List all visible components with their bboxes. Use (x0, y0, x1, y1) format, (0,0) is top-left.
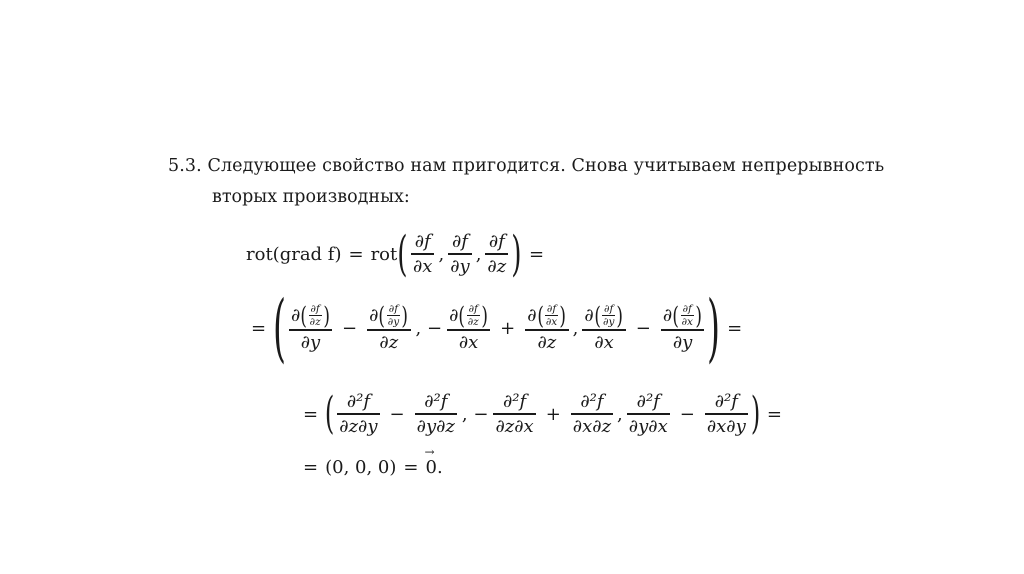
eq3-term-1 (337, 391, 379, 436)
eq2-term-2 (367, 303, 410, 352)
nested-num: ∂f (310, 303, 320, 316)
eq3-term-6 (705, 391, 748, 436)
eq3-sign-3: , − (461, 403, 489, 425)
frac-num: ∂f (451, 231, 468, 253)
frac-num: ∂²f (346, 391, 370, 413)
frac-num (582, 303, 625, 329)
eq2-term-1 (289, 303, 332, 352)
nested-num: ∂f (604, 303, 614, 316)
equation-line-3 (296, 386, 789, 442)
frac-num: ∂²f (714, 391, 738, 413)
inner-left-paren: ( (536, 301, 544, 330)
inner-left-paren: ( (594, 301, 601, 330)
inner-right-paren: ) (695, 301, 702, 330)
eq3-term-3 (493, 391, 535, 436)
inner-right-paren: ) (323, 301, 330, 330)
nested-frac (545, 303, 558, 328)
frac-den: ∂x (594, 331, 614, 353)
frac-den: ∂y∂z (416, 415, 455, 437)
nested-frac (387, 303, 400, 328)
frac-num (289, 303, 332, 329)
frac-num (661, 303, 704, 329)
intro-line-1: 5.3. Следующее свойство нам пригодится. Снова учитываем непрерывность (168, 156, 885, 176)
eq1-frac-x (411, 231, 434, 276)
eq2-term-4 (525, 303, 568, 352)
frac-num (525, 303, 568, 329)
inner-right-paren: ) (481, 301, 488, 330)
eq3-left-paren: ( (324, 388, 335, 439)
nested-num: ∂f (682, 303, 692, 316)
frac-den: ∂x∂z (572, 415, 612, 437)
frac-num: ∂f (488, 231, 505, 253)
eq3-lead-equals: = (303, 403, 319, 425)
eq2-sign-4: + (500, 317, 516, 339)
eq3-sign-4: + (545, 403, 561, 425)
frac-den: ∂x (458, 331, 479, 353)
eq3-term-4 (571, 391, 613, 436)
comma: , (475, 243, 482, 265)
inner-right-paren: ) (559, 301, 567, 330)
eq1-tail-equals: = (528, 243, 545, 265)
eq2-sign-6: − (635, 317, 651, 339)
frac-num: ∂²f (580, 391, 604, 413)
eq3-sign-5: , (617, 403, 623, 425)
eq4-lead-equals: = (303, 456, 319, 478)
eq1-frac-y (448, 231, 471, 276)
frac-den: ∂y (672, 331, 693, 353)
nested-frac (309, 303, 322, 328)
frac-num: ∂f (414, 231, 431, 253)
nested-den: ∂x (681, 316, 693, 329)
partial-symbol: ∂ (584, 305, 594, 327)
eq2-sign-3: , − (415, 317, 443, 339)
eq1-equals: = (348, 243, 364, 265)
partial-symbol: ∂ (527, 305, 537, 327)
eq3-sign-2: − (389, 403, 405, 425)
eq4-equals: = (403, 456, 419, 478)
zero-vector: 0 → (425, 457, 436, 478)
equation-line-4 (296, 453, 443, 481)
frac-den: ∂y∂x (628, 415, 668, 437)
frac-den: ∂z∂x (495, 415, 534, 437)
eq2-right-paren: ) (707, 285, 721, 371)
frac-num: ∂²f (502, 391, 527, 413)
frac-num: ∂²f (636, 391, 660, 413)
eq3-sign-6: − (679, 403, 695, 425)
inner-right-paren: ) (616, 301, 624, 330)
eq1-right-paren: ) (511, 226, 522, 282)
eq2-term-3 (447, 303, 490, 352)
frac-den: ∂z (487, 255, 507, 277)
eq3-term-5 (627, 391, 670, 436)
frac-num (447, 303, 490, 329)
nested-den: ∂x (545, 316, 558, 329)
nested-frac (602, 303, 615, 328)
eq1-rot: rot (370, 243, 398, 265)
eq2-term-5 (582, 303, 625, 352)
partial-symbol: ∂ (662, 305, 673, 327)
inner-right-paren: ) (401, 301, 409, 330)
eq4-zero-tuple: (0, 0, 0) (325, 456, 397, 478)
eq2-left-paren: ( (273, 285, 287, 371)
eq1-left-paren: ( (397, 226, 408, 282)
nested-num: ∂f (388, 303, 399, 316)
eq2-tail-equals: = (727, 317, 743, 339)
nested-den: ∂y (603, 316, 615, 329)
intro-line-2: вторых производных: (212, 187, 410, 207)
nested-frac (467, 303, 480, 328)
frac-den: ∂z (537, 331, 557, 353)
eq3-right-paren: ) (750, 388, 761, 439)
nested-den: ∂z (467, 316, 479, 329)
nested-num: ∂f (468, 303, 478, 316)
eq1-frac-z (485, 231, 508, 276)
frac-den: ∂z∂y (339, 415, 378, 437)
frac-num: ∂²f (424, 391, 448, 413)
eq4-period: . (436, 456, 443, 478)
eq1-lhs: rot(grad f) (246, 243, 342, 265)
nested-den: ∂y (387, 316, 400, 329)
frac-den: ∂y (300, 331, 321, 353)
frac-den: ∂x∂y (706, 415, 746, 437)
eq2-sign-5: , (572, 317, 579, 339)
eq3-tail-equals: = (766, 403, 783, 425)
eq2-lead-equals: = (251, 317, 267, 339)
frac-den: ∂z (379, 331, 399, 353)
inner-left-paren: ( (458, 301, 466, 330)
nested-den: ∂z (309, 316, 321, 329)
eq2-term-6 (661, 303, 704, 352)
nested-frac (681, 303, 694, 328)
eq3-term-2 (415, 391, 457, 436)
frac-den: ∂y (450, 255, 470, 277)
partial-symbol: ∂ (369, 305, 379, 327)
partial-symbol: ∂ (290, 305, 301, 327)
nested-num: ∂f (546, 303, 557, 316)
frac-den: ∂x (413, 255, 433, 277)
inner-left-paren: ( (378, 301, 386, 330)
inner-left-paren: ( (300, 301, 308, 330)
eq2-sign-2: − (342, 317, 358, 339)
equation-line-2 (244, 285, 749, 371)
comma: , (438, 243, 445, 265)
partial-symbol: ∂ (449, 305, 459, 327)
equation-line-1 (246, 224, 551, 284)
inner-left-paren: ( (672, 301, 680, 330)
frac-num (367, 303, 410, 329)
